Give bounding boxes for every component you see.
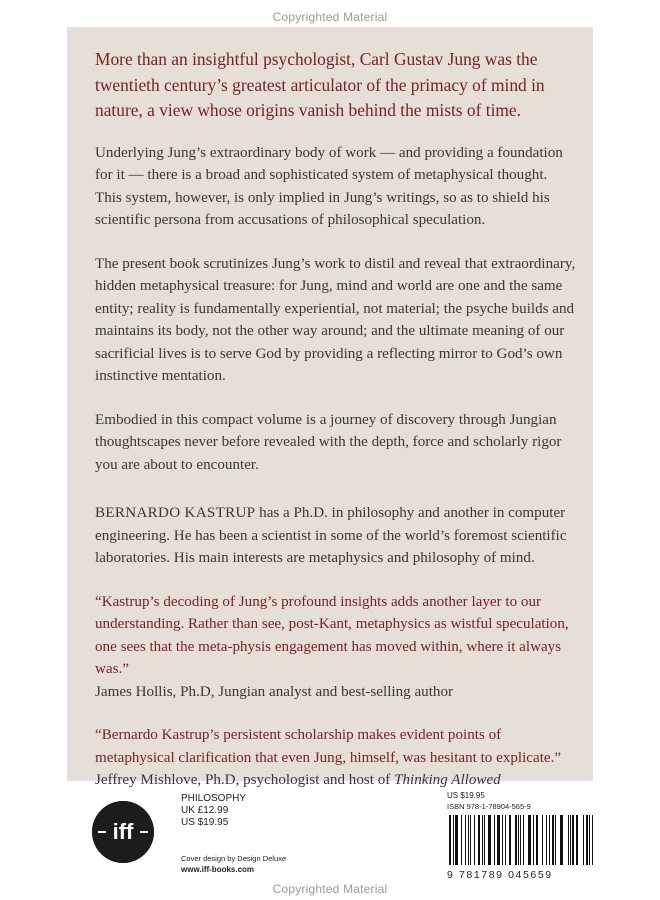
author-bio-text: has a Ph.D. in philosophy and another in computer engineering. He has been a scientist in some of the world’s foremost scientific laboratories. His main interests are metaphysics and philosophy of mind.	[95, 505, 567, 566]
barcode-bar	[488, 815, 491, 865]
body-paragraph-3: Embodied in this compact volume is a journey of discovery through Jungian thoughtscapes never before revealed with the depth, force and scholarly rigor you are about to encounter.	[95, 411, 562, 473]
barcode-bar	[509, 815, 511, 865]
barcode-bar	[461, 815, 462, 865]
endorsement-quote: “Kastrup’s decoding of Jung’s profound insights adds another layer to our understanding. Rather than see, post-Kant, metaphysics as wistful speculation, one sees that the meta-physis engagement has moved within, where it always was.”	[95, 593, 569, 677]
barcode-bar	[549, 815, 550, 865]
barcode-bar	[470, 815, 471, 865]
body-paragraph-2: The present book scrutinizes Jung’s work to distil and reveal that extraordinary, hidden metaphysical treasure: for Jung, mind and world are one and the same entity; reality is fundamentally experiential, not material; the psyche builds and maintains its body, not the other way around; and the ultimate meaning of our sacrificial lives is to serve God by providing a reflecting mirror to God’s own instinctive mentation.	[95, 255, 576, 384]
barcode-bar	[583, 815, 584, 865]
author-bio	[95, 502, 577, 570]
show-title: Thinking Allowed	[394, 772, 501, 788]
barcode-bar	[465, 815, 466, 865]
cover-design-credit: Cover design by Design Deluxe	[181, 854, 287, 863]
barcode-bar	[497, 815, 500, 865]
barcode-bar	[533, 815, 534, 865]
barcode-bar	[552, 815, 554, 865]
barcode-bar	[449, 815, 451, 865]
barcode-bar	[502, 815, 503, 865]
barcode-bar	[586, 815, 588, 865]
barcode-bar	[505, 815, 506, 865]
author-name: BERNARDO KASTRUP	[95, 505, 256, 521]
cover-text	[95, 47, 577, 813]
logo-text: iff	[112, 819, 134, 844]
barcode-bar	[555, 815, 556, 865]
endorsement-1	[95, 591, 577, 704]
barcode-bar	[494, 815, 495, 865]
barcode-bar	[570, 815, 571, 865]
barcode-bar	[536, 815, 538, 865]
body-paragraph-1: Underlying Jung’s extraordinary body of work — and providing a foundation for it — there is a broad and sophisticated system of metaphysical thought. This system, however, is only implied in Jung’s writings, so as to shield his scientific persona from accusations of philosophical speculation.	[95, 144, 563, 228]
endorsement-attribution: James Hollis, Ph.D, Jungian analyst and best-selling author	[95, 683, 454, 700]
barcode-bar	[474, 815, 475, 865]
barcode-bar	[518, 815, 519, 865]
barcode-bar	[468, 815, 469, 865]
barcode-bar	[528, 815, 531, 865]
barcode-graphic	[447, 815, 597, 865]
barcode-bar	[589, 815, 590, 865]
price-us: US $19.95	[181, 817, 229, 828]
bottom-strip	[0, 781, 660, 881]
publisher-info	[181, 793, 246, 829]
barcode-bar	[572, 815, 574, 865]
barcode-bar	[592, 815, 593, 865]
barcode-bar	[455, 815, 458, 865]
credits	[181, 853, 286, 875]
lead-paragraph: More than an insightful psychologist, Carl Gustav Jung was the twentieth century’s greatest articulator of the primacy of mind in nature, a view whose origins vanish behind the mists of time.	[95, 49, 545, 120]
barcode-bar	[482, 815, 483, 865]
endorsement-quote: “Bernardo Kastrup’s persistent scholarship makes evident points of metaphysical clarification that even Jung, himself, was hesitant to explicate.”	[95, 727, 562, 766]
barcode-bar	[523, 815, 524, 865]
price-uk: UK £12.99	[181, 805, 229, 816]
back-cover-panel	[67, 27, 593, 788]
watermark-top: Copyrighted Material	[272, 10, 388, 24]
barcode-block	[447, 791, 597, 881]
barcode-price: US $19.95	[447, 791, 485, 800]
barcode-bar	[568, 815, 569, 865]
barcode-bar	[478, 815, 480, 865]
barcode-bar	[484, 815, 485, 865]
barcode-bar	[453, 815, 454, 865]
barcode-bar	[560, 815, 563, 865]
category-label: PHILOSOPHY	[181, 793, 247, 804]
watermark-bottom: Copyrighted Material	[272, 882, 388, 896]
iff-logo-icon	[92, 801, 154, 863]
barcode-isbn: ISBN 978-1-78904-565-9	[447, 802, 531, 811]
barcode-bar	[542, 815, 543, 865]
publisher-website: www.iff-books.com	[181, 865, 255, 874]
barcode-bar	[520, 815, 521, 865]
barcode-digits: 9 781789 045659	[447, 869, 553, 881]
barcode-bar	[515, 815, 517, 865]
attribution-text: Jeffrey Mishlove, Ph.D, psychologist and host of	[95, 772, 391, 788]
barcode-bar	[576, 815, 578, 865]
barcode-bar	[546, 815, 547, 865]
